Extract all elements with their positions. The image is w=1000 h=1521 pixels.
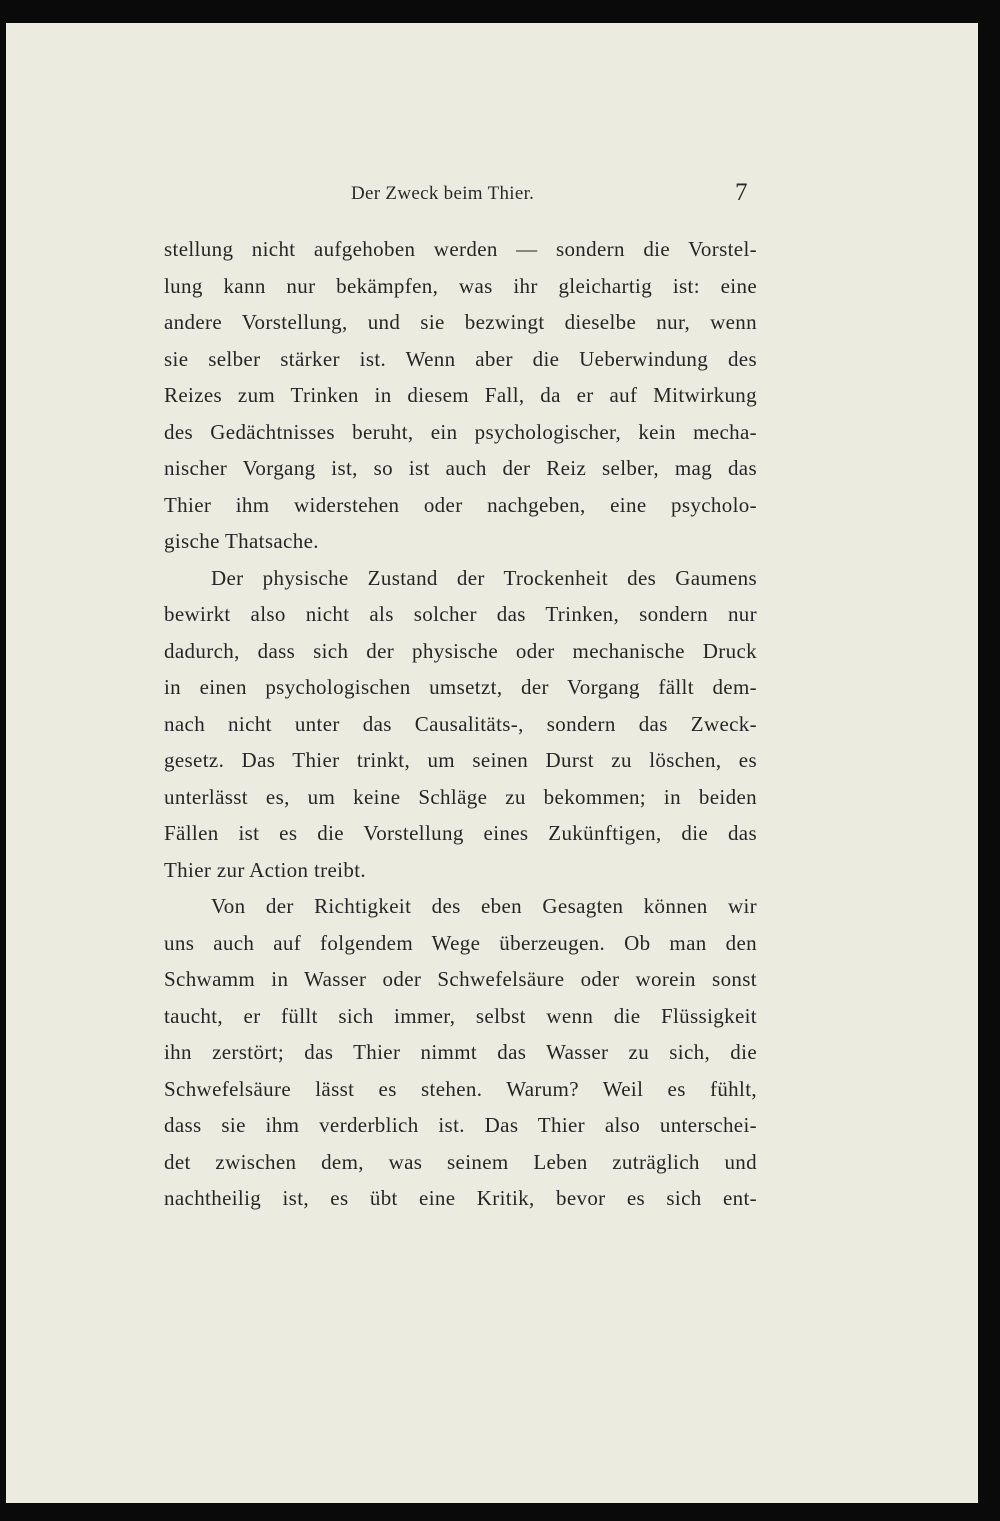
text-line: dadurch, dass sich der physische oder mechanische Druck	[164, 638, 757, 663]
text-line: des Gedächtnisses beruht, ein psychologischer, kein mecha-	[164, 419, 757, 444]
text-line: det zwischen dem, was seinem Leben zuträglich und	[164, 1149, 757, 1174]
text-line: nischer Vorgang ist, so ist auch der Reiz selber, mag das	[164, 456, 757, 480]
text-line: in einen psychologischen umsetzt, der Vorgang fällt dem-	[164, 675, 757, 699]
text-line: Der physische Zustand der Trockenheit des Gaumens	[211, 565, 757, 590]
text-line: ihn zerstört; das Thier nimmt das Wasser zu sich, die	[164, 1040, 757, 1064]
text-line: nachtheilig ist, es übt eine Kritik, bevor es sich ent-	[164, 1186, 757, 1210]
text-line: Thier ihm widerstehen oder nachgeben, eine psycholo-	[164, 492, 757, 517]
text-line: Schwefelsäure lässt es stehen. Warum? Weil es fühlt,	[164, 1076, 757, 1101]
text-line: gische Thatsache.	[164, 529, 319, 553]
text-line: andere Vorstellung, und sie bezwingt dieselbe nur, wenn	[164, 310, 757, 334]
body-text	[164, 231, 757, 1217]
paragraph-1	[164, 231, 757, 560]
text-line: gesetz. Das Thier trinkt, um seinen Durst zu löschen, es	[164, 748, 757, 772]
text-line: nach nicht unter das Causalitäts-, sondern das Zweck-	[164, 711, 757, 736]
paragraph-2	[164, 560, 757, 889]
text-line: stellung nicht aufgehoben werden — sondern die Vorstel-	[164, 237, 757, 261]
text-line: uns auch auf folgendem Wege überzeugen. Ob man den	[164, 930, 757, 955]
page-header	[6, 179, 978, 213]
text-line: unterlässt es, um keine Schläge zu bekommen; in beiden	[164, 784, 757, 809]
text-line: Von der Richtigkeit des eben Gesagten können wir	[211, 894, 757, 918]
text-line: Schwamm in Wasser oder Schwefelsäure oder worein sonst	[164, 967, 757, 991]
text-line: Reizes zum Trinken in diesem Fall, da er auf Mitwirkung	[164, 383, 757, 407]
text-line: Fällen ist es die Vorstellung eines Zukünftigen, die das	[164, 821, 757, 845]
text-line: bewirkt also nicht als solcher das Trinken, sondern nur	[164, 602, 757, 626]
text-line: Thier zur Action treibt.	[164, 857, 367, 882]
text-line: lung kann nur bekämpfen, was ihr gleichartig ist: eine	[164, 273, 757, 298]
text-line: taucht, er füllt sich immer, selbst wenn die Flüssigkeit	[164, 1003, 757, 1028]
text-line: sie selber stärker ist. Wenn aber die Ueberwindung des	[164, 346, 757, 371]
running-title: Der Zweck beim Thier.	[351, 183, 535, 204]
paragraph-3	[164, 888, 757, 1217]
book-page	[6, 23, 978, 1503]
page-number: 7	[735, 179, 748, 206]
text-line: dass sie ihm verderblich ist. Das Thier also unterschei-	[164, 1113, 757, 1137]
